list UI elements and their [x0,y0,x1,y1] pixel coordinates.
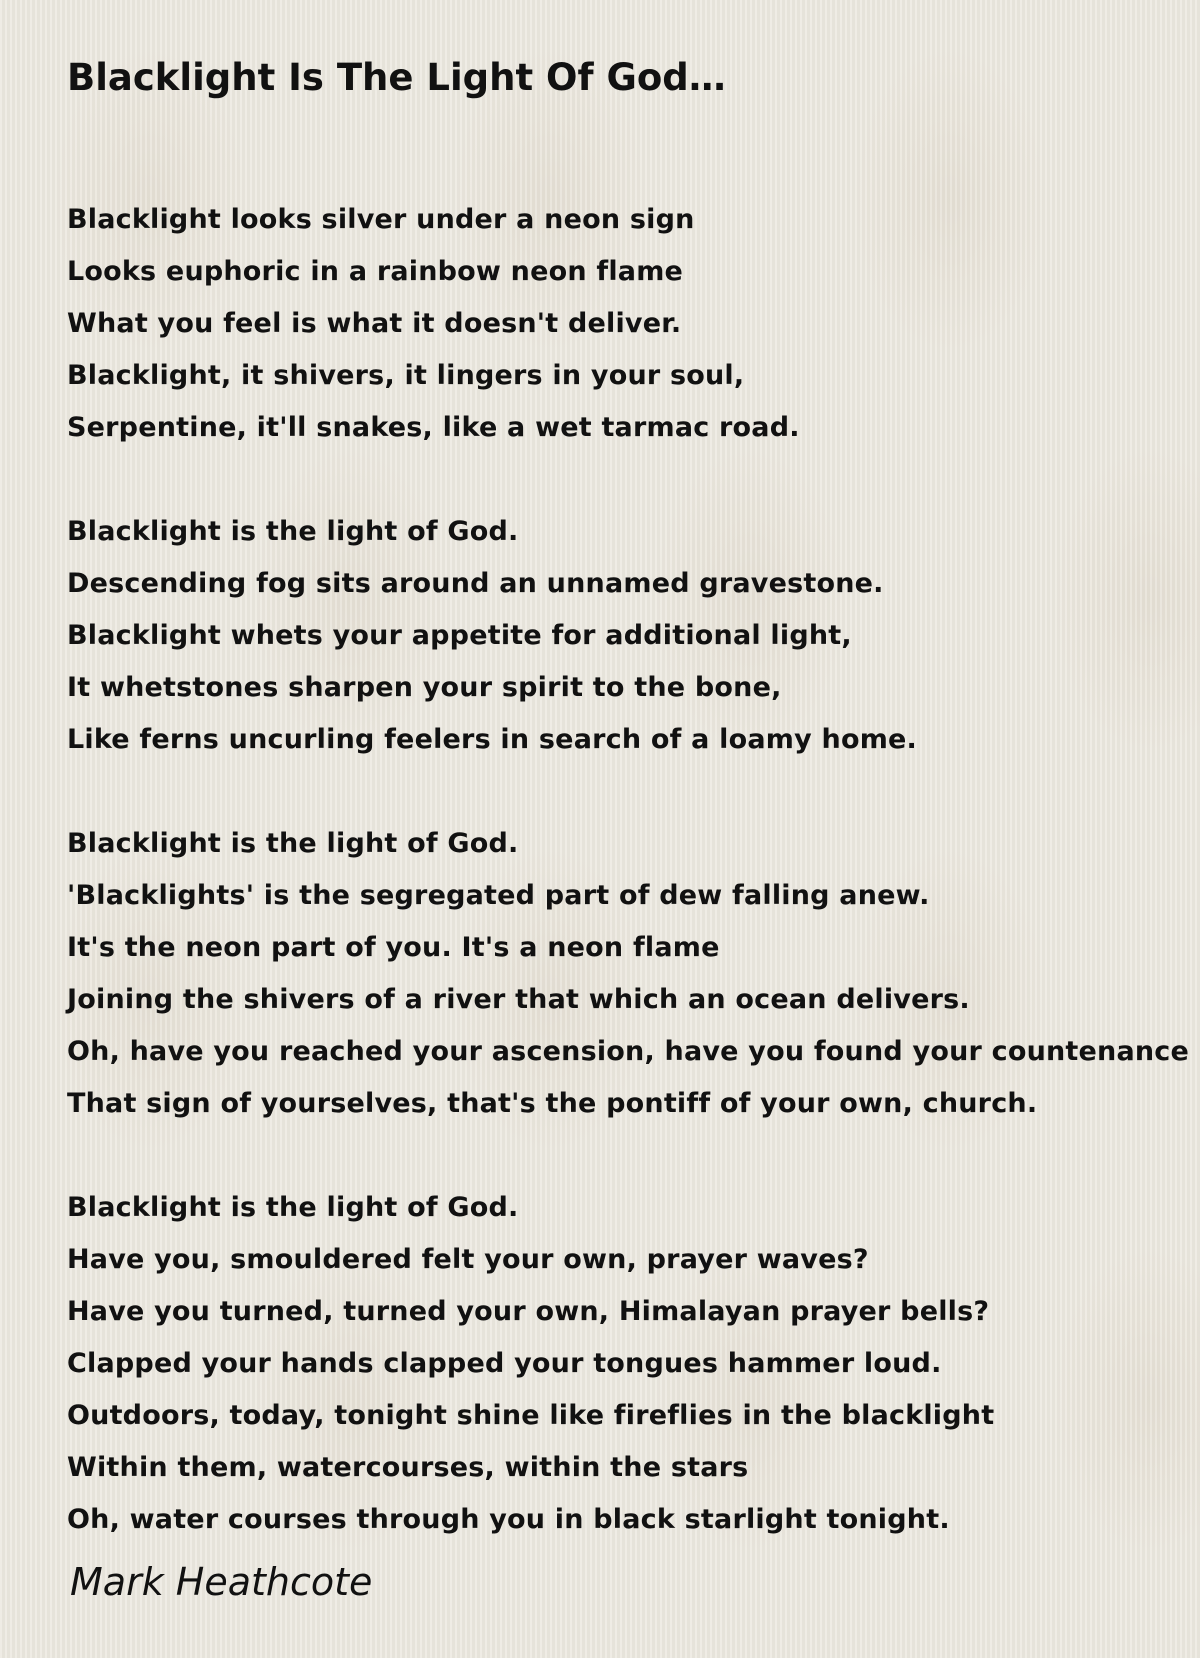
poem-author: Mark Heathcote [70,1560,373,1604]
poem-line: Blacklight looks silver under a neon sign [67,204,695,235]
stanza-break [67,454,1192,506]
poem-line: Within them, watercourses, within the stars [67,1452,749,1483]
poem-line: It's the neon part of you. It's a neon flame [67,932,720,963]
poem-line: Blacklight whets your appetite for additional light, [67,620,852,651]
poem-line: Descending fog sits around an unnamed gravestone. [67,568,884,599]
poem-line: Blacklight is the light of God. [67,828,519,859]
poem-line: Oh, water courses through you in black starlight tonight. [67,1504,950,1535]
poem-line: That sign of yourselves, that's the pontiff of your own, church. [67,1088,1038,1119]
stanza-break [67,766,1192,818]
poem-line: Serpentine, it'll snakes, like a wet tarmac road. [67,412,800,443]
poem-line: Blacklight, it shivers, it lingers in your soul, [67,360,745,391]
poem-body [67,194,1192,1546]
poem-line: 'Blacklights' is the segregated part of dew falling anew. [67,880,930,911]
poem-page [67,50,1192,1546]
poem-line: Like ferns uncurling feelers in search of a loamy home. [67,724,918,755]
poem-line: Looks euphoric in a rainbow neon flame [67,256,684,287]
poem-line: Oh, have you reached your ascension, have you found your countenance [67,1036,1190,1067]
poem-title: Blacklight Is The Light Of God… [67,56,726,99]
poem-line: It whetstones sharpen your spirit to the bone, [67,672,782,703]
poem-line: Clapped your hands clapped your tongues hammer loud. [67,1348,942,1379]
poem-line: Have you, smouldered felt your own, prayer waves? [67,1244,869,1275]
poem-line: What you feel is what it doesn't deliver. [67,308,682,339]
poem-line: Outdoors, today, tonight shine like fireflies in the blacklight [67,1400,995,1431]
stanza-break [67,1130,1192,1182]
poem-line: Have you turned, turned your own, Himalayan prayer bells? [67,1296,990,1327]
poem-line: Joining the shivers of a river that which an ocean delivers. [67,984,970,1015]
poem-line: Blacklight is the light of God. [67,516,519,547]
poem-line: Blacklight is the light of God. [67,1192,519,1223]
